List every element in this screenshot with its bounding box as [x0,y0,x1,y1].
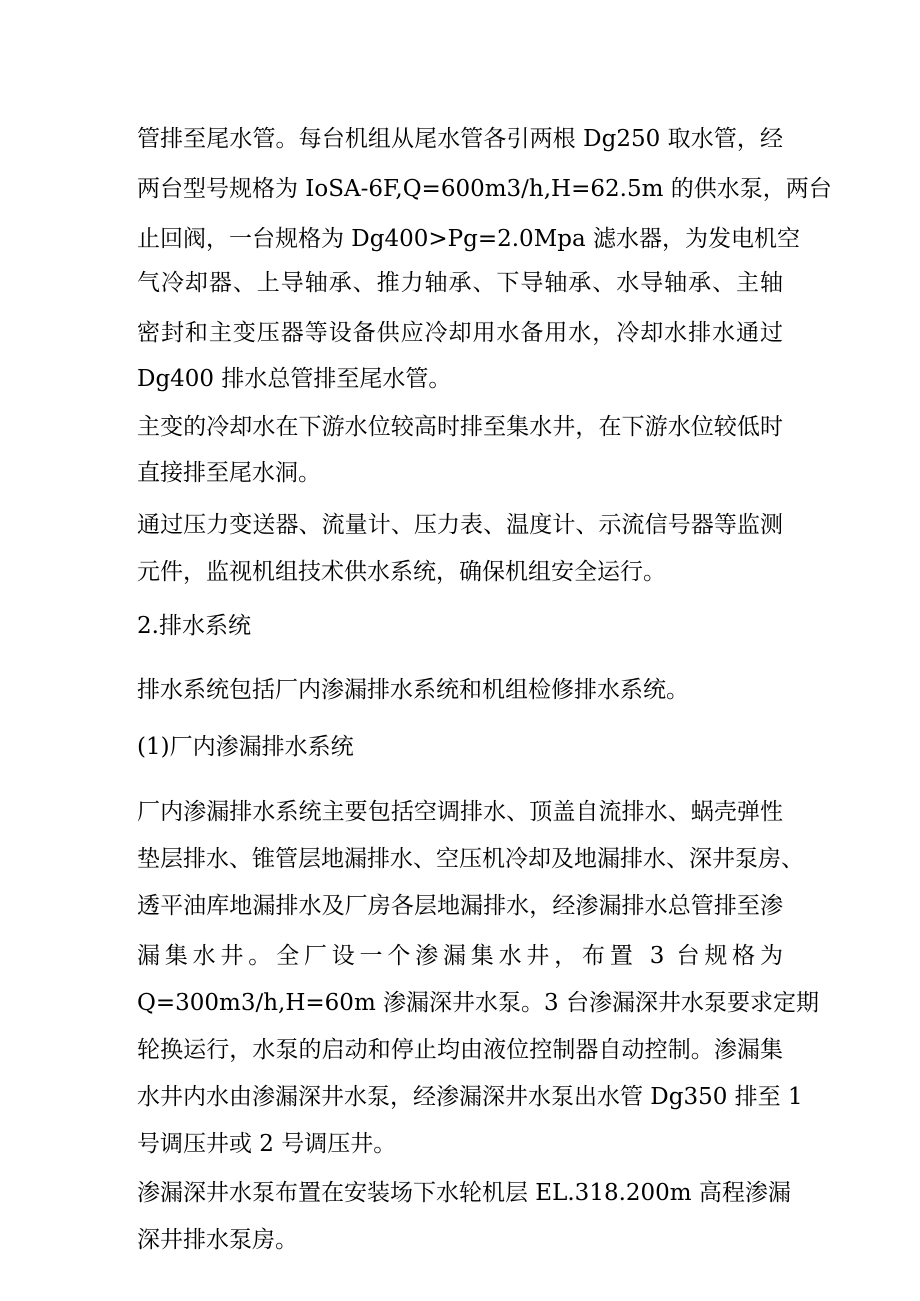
body-text-line: 气冷却器、上导轴承、推力轴承、下导轴承、水导轴承、主轴 [137,270,783,296]
body-text-line: 水井内水由渗漏深井水泵，经渗漏深井水泵出水管 Dg350 排至 1 [137,1084,803,1110]
body-text-line: 漏集水井。全厂设一个渗漏集水井，布置 3 台规格为 [137,943,783,969]
subsection-heading: (1)厂内渗漏排水系统 [137,734,354,760]
body-text-line: 元件，监视机组技术供水系统，确保机组安全运行。 [137,559,666,585]
body-text-line: 号调压井或 2 号调压井。 [137,1131,397,1157]
body-text-line: 渗漏深井水泵布置在安装场下水轮机层 EL.318.200m 高程渗漏 [137,1180,791,1206]
body-text-line: Dg400 排水总管排至尾水管。 [137,366,452,392]
body-text-line: 轮换运行，水泵的启动和停止均由液位控制器自动控制。渗漏集 [137,1037,783,1063]
section-heading: 2.排水系统 [137,613,251,639]
body-text-line: 直接排至尾水洞。 [137,460,321,486]
body-text-line: 透平油库地漏排水及厂房各层地漏排水，经渗漏排水总管排至渗 [137,893,783,919]
body-text-line: 管排至尾水管。每台机组从尾水管各引两根 Dg250 取水管，经 [137,126,783,152]
body-text-line: 垫层排水、锥管层地漏排水、空压机冷却及地漏排水、深井泵房、 [137,846,804,872]
body-text-line: 深井排水泵房。 [137,1227,298,1253]
body-text-line: 主变的冷却水在下游水位较高时排至集水井，在下游水位较低时 [137,414,783,440]
body-text-line: 排水系统包括厂内渗漏排水系统和机组检修排水系统。 [137,677,689,703]
body-text-line: 厂内渗漏排水系统主要包括空调排水、顶盖自流排水、蜗壳弹性 [137,799,783,825]
body-text-line: 止回阀，一台规格为 Dg400>Pg=2.0Mpa 滤水器，为发电机空 [137,226,800,252]
body-text-line: Q=300m3∕h,H=60m 渗漏深井水泵。3 台渗漏深井水泵要求定期 [137,990,820,1016]
body-text-line: 密封和主变压器等设备供应冷却用水备用水，冷却水排水通过 [137,320,783,346]
body-text-line: 通过压力变送器、流量计、压力表、温度计、示流信号器等监测 [137,512,783,538]
body-text-line: 两台型号规格为 IoSA-6F,Q=600m3∕h,H=62.5m 的供水泵，两台 [137,176,832,202]
